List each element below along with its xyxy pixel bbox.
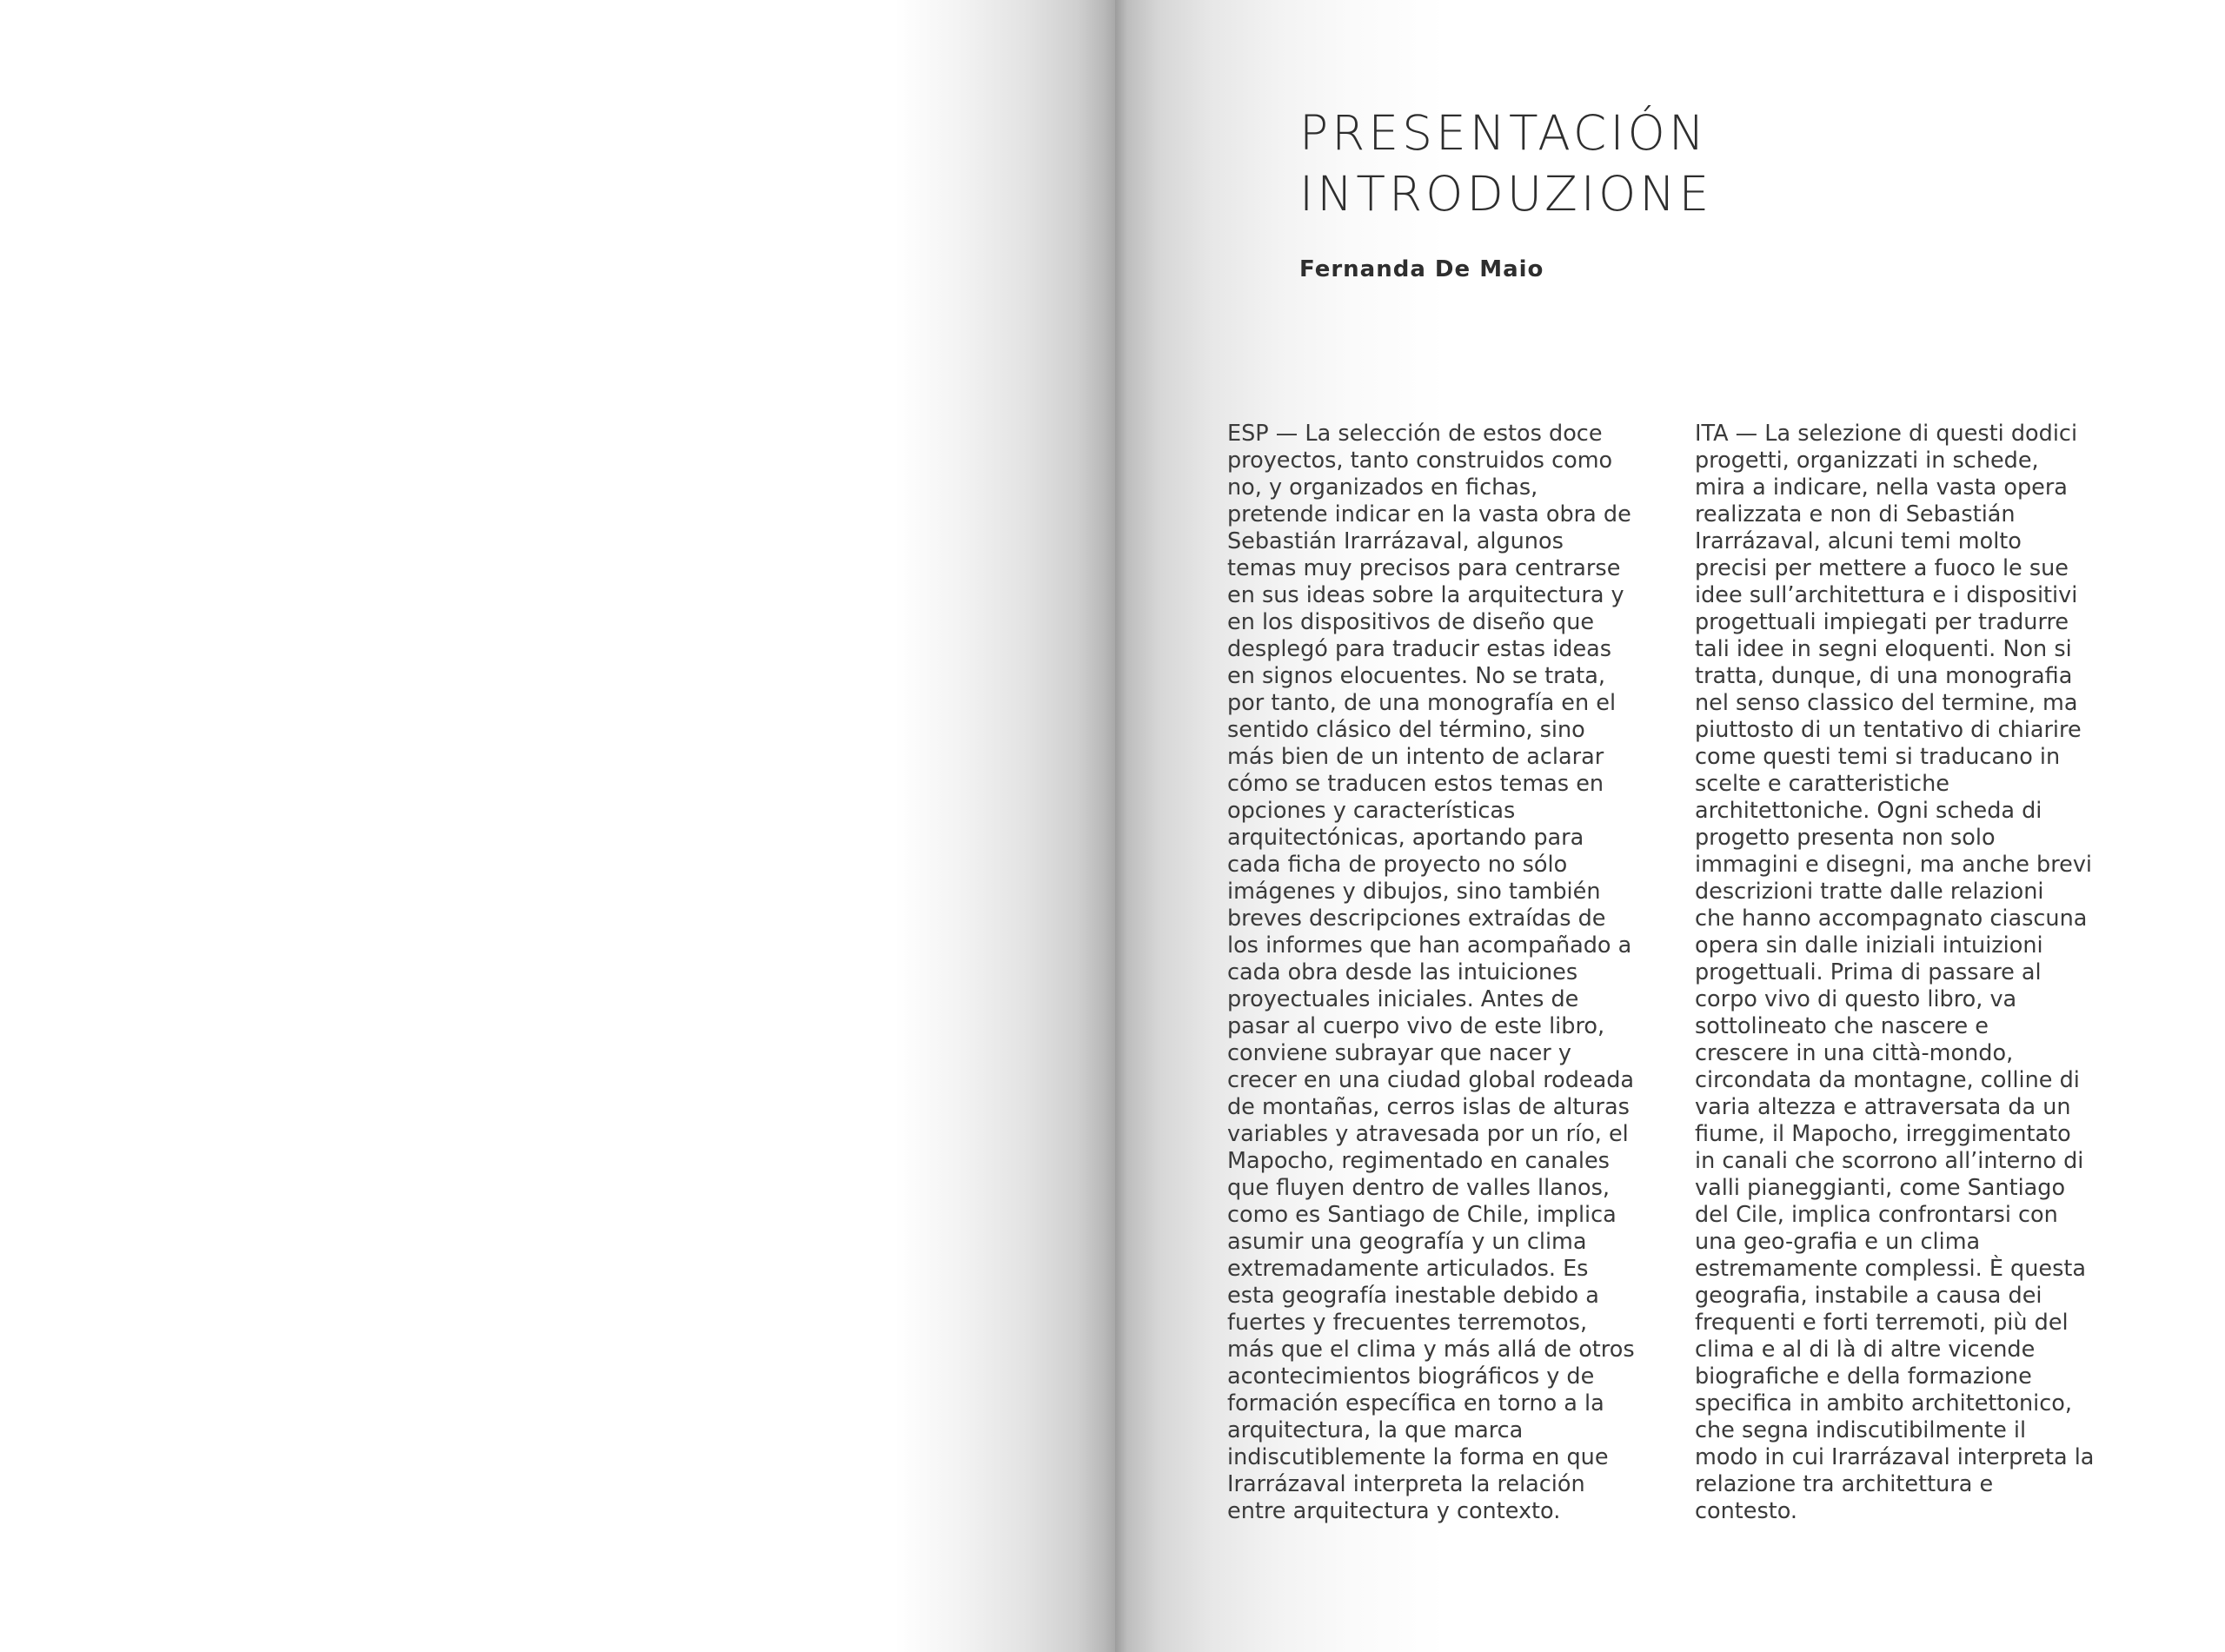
title-italian: INTRODUZIONE xyxy=(1299,166,1713,222)
page-title xyxy=(1299,103,1712,224)
title-spanish: PRESENTACIÓN xyxy=(1299,105,1708,161)
italian-text-column: ITA — La selezione di questi dodici progetti, organizzati in schede, mira a indicare, nella vasta opera realizzata e non di Sebastián Irarrázaval, alcuni temi molto precisi per mettere a fuoco le sue idee sull’architettura e i dispositivi progettuali impiegati per tradurre tali idee in segni eloquenti. Non si tratta, dunque, di una monografia nel senso classico del termine, ma piuttosto di un tentativo di chiarire come questi temi si traducano in scelte e caratteristiche architettoniche. Ogni scheda di progetto presenta non solo immagini e disegni, ma anche brevi descrizioni tratte dalle relazioni che hanno accompagnato ciascuna opera sin dalle iniziali intuizioni progettuali. Prima di passare al corpo vivo di questo libro, va sottolineato che nascere e crescere in una città-mondo, circondata da montagne, colline di varia altezza e attraversata da un fiume, il Mapocho, irreggimentato in canali che scorrono all’interno di valli pianeggianti, come Santiago del Cile, implica confrontarsi con una geo-grafia e un clima estremamente complessi. È questa geografia, instabile a causa dei frequenti e forti terremoti, più del clima e al di là di altre vicende biografiche e della formazione specifica in ambito architettonico, che segna indiscutibilmente il modo in cui Irarrázaval interpreta la relazione tra architettura e contesto. xyxy=(1695,421,2095,1524)
author-name: Fernanda De Maio xyxy=(1299,256,1544,282)
spanish-text-column: ESP — La selección de estos doce proyectos, tanto construidos como no, y organizados en fichas, pretende indicar en la vasta obra de Sebastián Irarrázaval, algunos temas muy precisos para centrarse en sus ideas sobre la arquitectura y en los dispositivos de diseño que desplegó para traducir estas ideas en signos elocuentes. No se trata, por tanto, de una monografía en el sentido clásico del término, sino más bien de un intento de aclarar cómo se traducen estos temas en opciones y características arquitectónicas, aportando para cada ficha de proyecto no sólo imágenes y dibujos, sino también breves descripciones extraídas de los informes que han acompañado a cada obra desde las intuiciones proyectuales iniciales. Antes de pasar al cuerpo vivo de este libro, conviene subrayar que nacer y crecer en una ciudad global rodeada de montañas, cerros islas de alturas variables y atravesada por un río, el Mapocho, regimentado en canales que fluyen dentro de valles llanos, como es Santiago de Chile, implica asumir una geografía y un clima extremadamente articulados. Es esta geografía inestable debido a fuertes y frecuentes terremotos, más que el clima y más allá de otros acontecimientos biográficos y de formación específica en torno a la arquitectura, la que marca indiscutiblemente la forma en que Irarrázaval interpreta la relación entre arquitectura y contexto. xyxy=(1227,421,1635,1524)
